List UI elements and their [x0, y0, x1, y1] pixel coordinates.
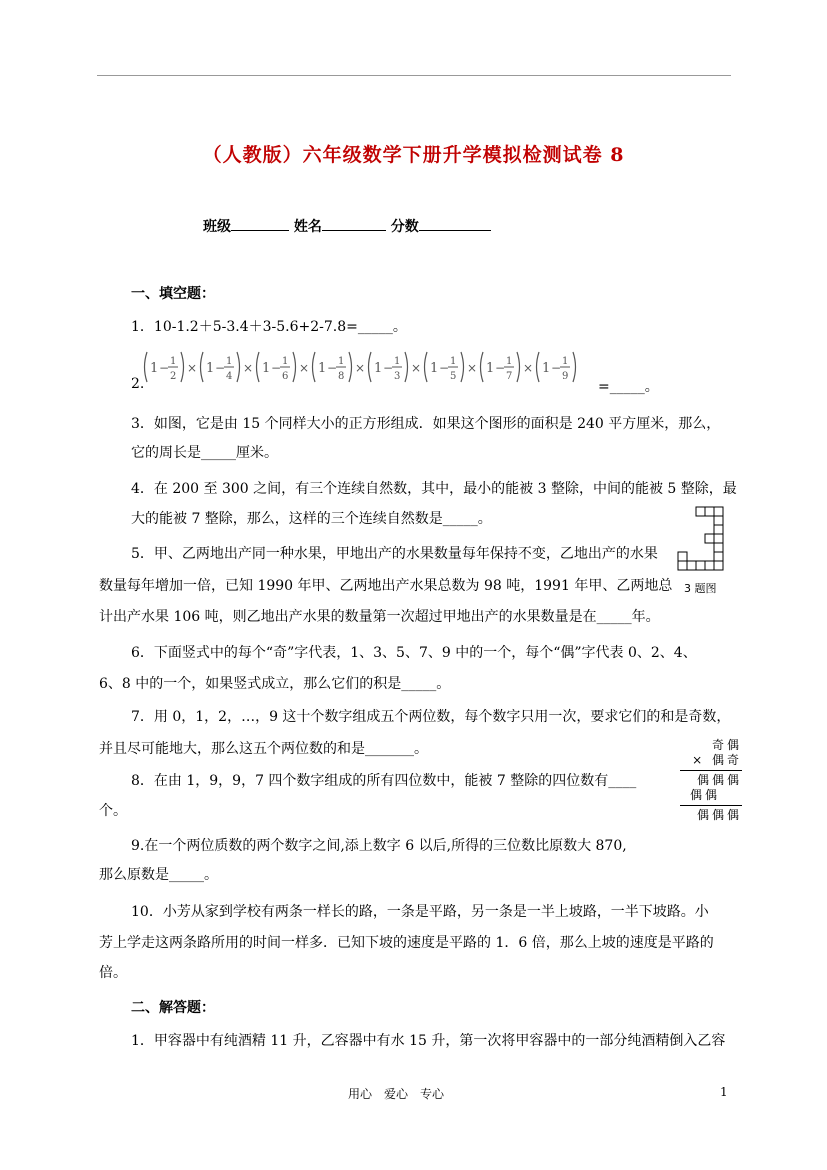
minus-sign: − [439, 361, 450, 375]
left-paren [257, 352, 260, 382]
class-blank[interactable] [231, 216, 289, 231]
right-paren [293, 352, 296, 382]
fraction-numerator: 1 [282, 356, 289, 367]
right-paren [349, 352, 352, 382]
minus-sign: − [215, 361, 226, 375]
right-paren [237, 352, 240, 382]
vertical-multiplication [680, 738, 742, 823]
fraction-one: 1 [542, 361, 551, 376]
left-paren [425, 352, 428, 382]
question-7-line-1: 7．用 0，1，2，…，9 这十个数字组成五个两位数，每个数字只用一次，要求它们的和是奇数， [131, 709, 731, 725]
question-2-tail: =_____。 [598, 379, 659, 395]
minus-sign: − [495, 361, 506, 375]
question-5-line-2: 数量每年增加一倍，已知 1990 年甲、乙两地出产水果总数为 98 吨，1991 年甲、乙两地总 [99, 578, 673, 594]
question-8-line-1: 8．在由 1，9，9，7 四个数字组成的所有四位数中，能被 7 整除的四位数有____ [131, 773, 637, 789]
left-paren [145, 352, 148, 382]
vertical-row-1: 奇偶 [711, 738, 742, 752]
vertical-rule-2 [680, 805, 742, 806]
question-9-line-2: 那么原数是_____。 [99, 867, 218, 883]
question-5-line-1: 5．甲、乙两地出产同一种水果，甲地出产的水果数量每年保持不变，乙地出产的水果 [131, 546, 658, 562]
student-info [203, 216, 491, 236]
fraction-denominator: 2 [170, 371, 177, 382]
times-sign: × [187, 361, 198, 375]
left-paren [201, 352, 204, 382]
fraction-one: 1 [206, 361, 215, 376]
question-2-fraction-product [142, 350, 602, 384]
fraction-denominator: 3 [394, 371, 401, 382]
class-label: 班级 [203, 219, 231, 235]
question-3-line-2: 它的周长是_____厘米。 [131, 445, 278, 461]
score-blank[interactable] [419, 216, 491, 231]
fraction-denominator: 6 [282, 371, 289, 382]
times-sign: × [355, 361, 366, 375]
minus-sign: − [159, 361, 170, 375]
question-10-line-2: 芳上学走这两条路所用的时间一样多．已知下坡的速度是平路的 1．6 倍，那么上坡的速度是平路的 [99, 935, 714, 951]
minus-sign: − [271, 361, 282, 375]
minus-sign: − [551, 361, 562, 375]
fraction-denominator: 4 [226, 371, 233, 382]
question-7-line-2: 并且尽可能地大，那么这五个两位数的和是_______。 [99, 741, 428, 757]
question-1: 1．10-1.2＋5-3.4＋3-5.6+2-7.8=_____。 [131, 319, 407, 335]
question-5-line-3: 计出产水果 106 吨，则乙地出产水果的数量第一次超过甲地出产的水果数量是在_____年。 [99, 609, 660, 625]
times-sign: × [299, 361, 310, 375]
left-paren [313, 352, 316, 382]
times-sign: × [467, 361, 478, 375]
squares-figure [676, 505, 732, 579]
right-paren [573, 352, 576, 382]
vertical-rule-1 [680, 770, 742, 771]
minus-sign: − [327, 361, 338, 375]
question-8-line-2: 个。 [99, 803, 127, 819]
vertical-row-4: 偶偶 [690, 788, 721, 802]
question-9-line-1: 9.在一个两位质数的两个数字之间,添上数字 6 以后,所得的三位数比原数大 870, [131, 838, 627, 854]
fraction-numerator: 1 [450, 356, 457, 367]
left-paren [481, 352, 484, 382]
right-paren [461, 352, 464, 382]
right-paren [405, 352, 408, 382]
fraction-numerator: 1 [562, 356, 569, 367]
page-title: （人教版）六年级数学下册升学模拟检测试卷 8 [202, 144, 625, 166]
fraction-numerator: 1 [506, 356, 513, 367]
fraction-denominator: 5 [450, 371, 457, 382]
fraction-one: 1 [430, 361, 439, 376]
minus-sign: − [383, 361, 394, 375]
right-paren [517, 352, 520, 382]
name-label: 姓名 [293, 219, 322, 235]
fraction-one: 1 [374, 361, 383, 376]
figure-caption: 3 题图 [684, 582, 717, 595]
times-sign: × [411, 361, 422, 375]
question-10-line-3: 倍。 [99, 965, 127, 981]
question-3-line-1: 3．如图，它是由 15 个同样大小的正方形组成．如果这个图形的面积是 240 平方厘米，那么， [131, 416, 721, 432]
vertical-row-2: × 偶奇 [692, 753, 742, 767]
fraction-denominator: 7 [506, 371, 513, 382]
question-6-line-1: 6．下面竖式中的每个“奇”字代表，1、3、5、7、9 中的一个，每个“偶”字代表 0、2、4、 [131, 645, 697, 661]
vertical-row-3: 偶偶偶 [696, 773, 742, 787]
right-paren [181, 352, 184, 382]
name-blank[interactable] [322, 216, 386, 231]
fraction-denominator: 9 [562, 371, 569, 382]
vertical-row-5: 偶偶偶 [696, 808, 742, 822]
left-paren [369, 352, 372, 382]
section-fill-heading: 一、填空题： [131, 286, 215, 302]
page-number: 1 [720, 1085, 728, 1099]
question-10-line-1: 10．小芳从家到学校有两条一样长的路，一条是平路，另一条是一半上坡路，一半下坡路。小 [131, 904, 709, 920]
question-6-line-2: 6、8 中的一个，如果竖式成立，那么它们的积是_____。 [99, 676, 451, 692]
fraction-one: 1 [486, 361, 495, 376]
score-label: 分数 [390, 219, 419, 235]
question-3-figure [676, 505, 732, 597]
left-paren [537, 352, 540, 382]
fraction-one: 1 [262, 361, 271, 376]
section-answer-heading: 二、解答题： [131, 1000, 215, 1016]
header-rule [97, 75, 731, 76]
answer-question-1: 1．甲容器中有纯酒精 11 升，乙容器中有水 15 升，第一次将甲容器中的一部分纯酒精倒入乙容 [131, 1033, 726, 1049]
question-4-line-2: 大的能被 7 整除，那么，这样的三个连续自然数是_____。 [131, 511, 492, 527]
times-sign: × [523, 361, 534, 375]
footer-text: 用心 爱心 专心 [348, 1087, 445, 1101]
fraction-numerator: 1 [338, 356, 345, 367]
fraction-denominator: 8 [338, 371, 345, 382]
question-2-number: 2. [131, 376, 145, 392]
fraction-numerator: 1 [394, 356, 401, 367]
question-4-line-1: 4．在 200 至 300 之间，有三个连续自然数，其中，最小的能被 3 整除，中间的能被 5 整除，最 [131, 481, 737, 497]
fraction-one: 1 [318, 361, 327, 376]
fraction-one: 1 [150, 361, 159, 376]
fraction-numerator: 1 [226, 356, 233, 367]
fraction-numerator: 1 [170, 356, 177, 367]
times-sign: × [243, 361, 254, 375]
